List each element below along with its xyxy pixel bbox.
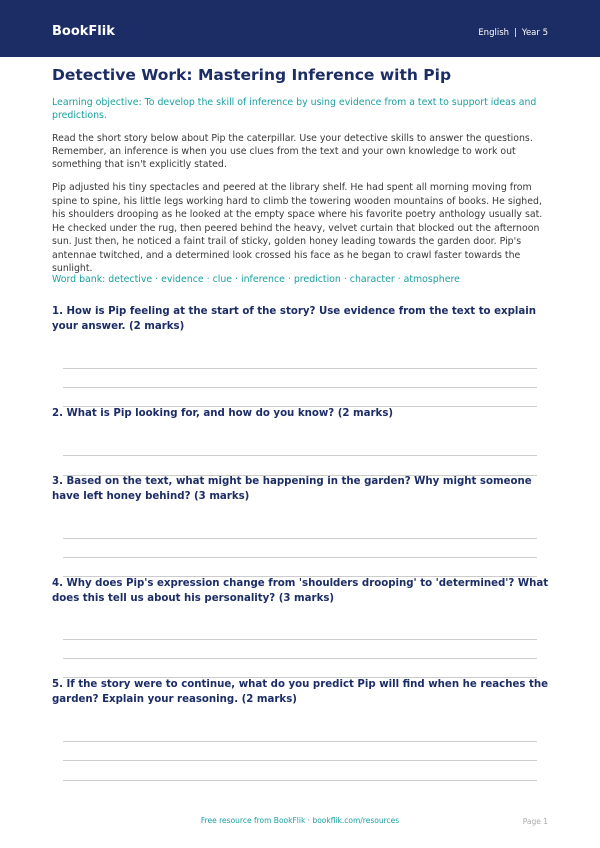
- answer-line[interactable]: [63, 557, 537, 558]
- answer-line[interactable]: [63, 387, 537, 388]
- question-3: 3. Based on the text, what might be happening in the garden? Why might someone have left honey behind? (3 marks): [52, 476, 532, 502]
- answer-line[interactable]: [63, 780, 537, 781]
- page-number: Page 1: [522, 817, 548, 826]
- answer-line[interactable]: [63, 639, 537, 640]
- year-label: Year 5: [521, 28, 548, 38]
- answer-line[interactable]: [63, 455, 537, 456]
- answer-line[interactable]: [63, 538, 537, 539]
- answer-line[interactable]: [63, 760, 537, 761]
- answer-line[interactable]: [63, 368, 537, 369]
- meta-separator: |: [514, 28, 517, 38]
- question-4: 4. Why does Pip's expression change from 'shoulders drooping' to 'determined'? What does this tell us about his personality? (3 marks): [52, 578, 549, 604]
- word-bank: Word bank: detective · evidence · clue · inference · prediction · character · atmosphere: [52, 274, 460, 285]
- question-5: 5. If the story were to continue, what do you predict Pip will find when he reaches the garden? Explain your reasoning. (2 marks): [52, 679, 549, 705]
- subject-label: English: [478, 28, 510, 38]
- learning-objective: Learning objective: To develop the skill of inference by using evidence from a text to support ideas and predictions.: [52, 97, 537, 121]
- subject-year-label: [478, 28, 548, 38]
- footer-credit[interactable]: Free resource from BookFlik · bookflik.com/resources: [200, 816, 400, 825]
- site-header: [0, 0, 600, 57]
- story-paragraph: Pip adjusted his tiny spectacles and peered at the library shelf. He had spent all morning moving from spine to spine, his little legs working hard to climb the towering wooden mountains of books. He sighed, his shoulders drooping as he looked at the empty space where his favorite poetry anthology usually sat. He checked under the rug, then peered behind the heavy, velvet curtain that blocked out the afternoon sun. Just then, he noticed a faint trail of sticky, golden honey leading towards the garden door. Pip's antennae twitched, and a determined look crossed his face as he began to crawl faster towards the sunlight.: [52, 182, 543, 274]
- page-title: Detective Work: Mastering Inference with Pip: [52, 66, 452, 84]
- answer-line[interactable]: [63, 658, 537, 659]
- question-2: 2. What is Pip looking for, and how do you know? (2 marks): [52, 408, 394, 419]
- intro-paragraph: Read the short story below about Pip the caterpillar. Use your detective skills to answer the questions. Remember, an inference is when you use clues from the text and your own knowledge to work out something that isn't explicitly stated.: [52, 133, 533, 171]
- question-1: 1. How is Pip feeling at the start of the story? Use evidence from the text to explain your answer. (2 marks): [52, 306, 536, 332]
- answer-line[interactable]: [63, 741, 537, 742]
- brand-logo[interactable]: BookFlik: [52, 24, 115, 39]
